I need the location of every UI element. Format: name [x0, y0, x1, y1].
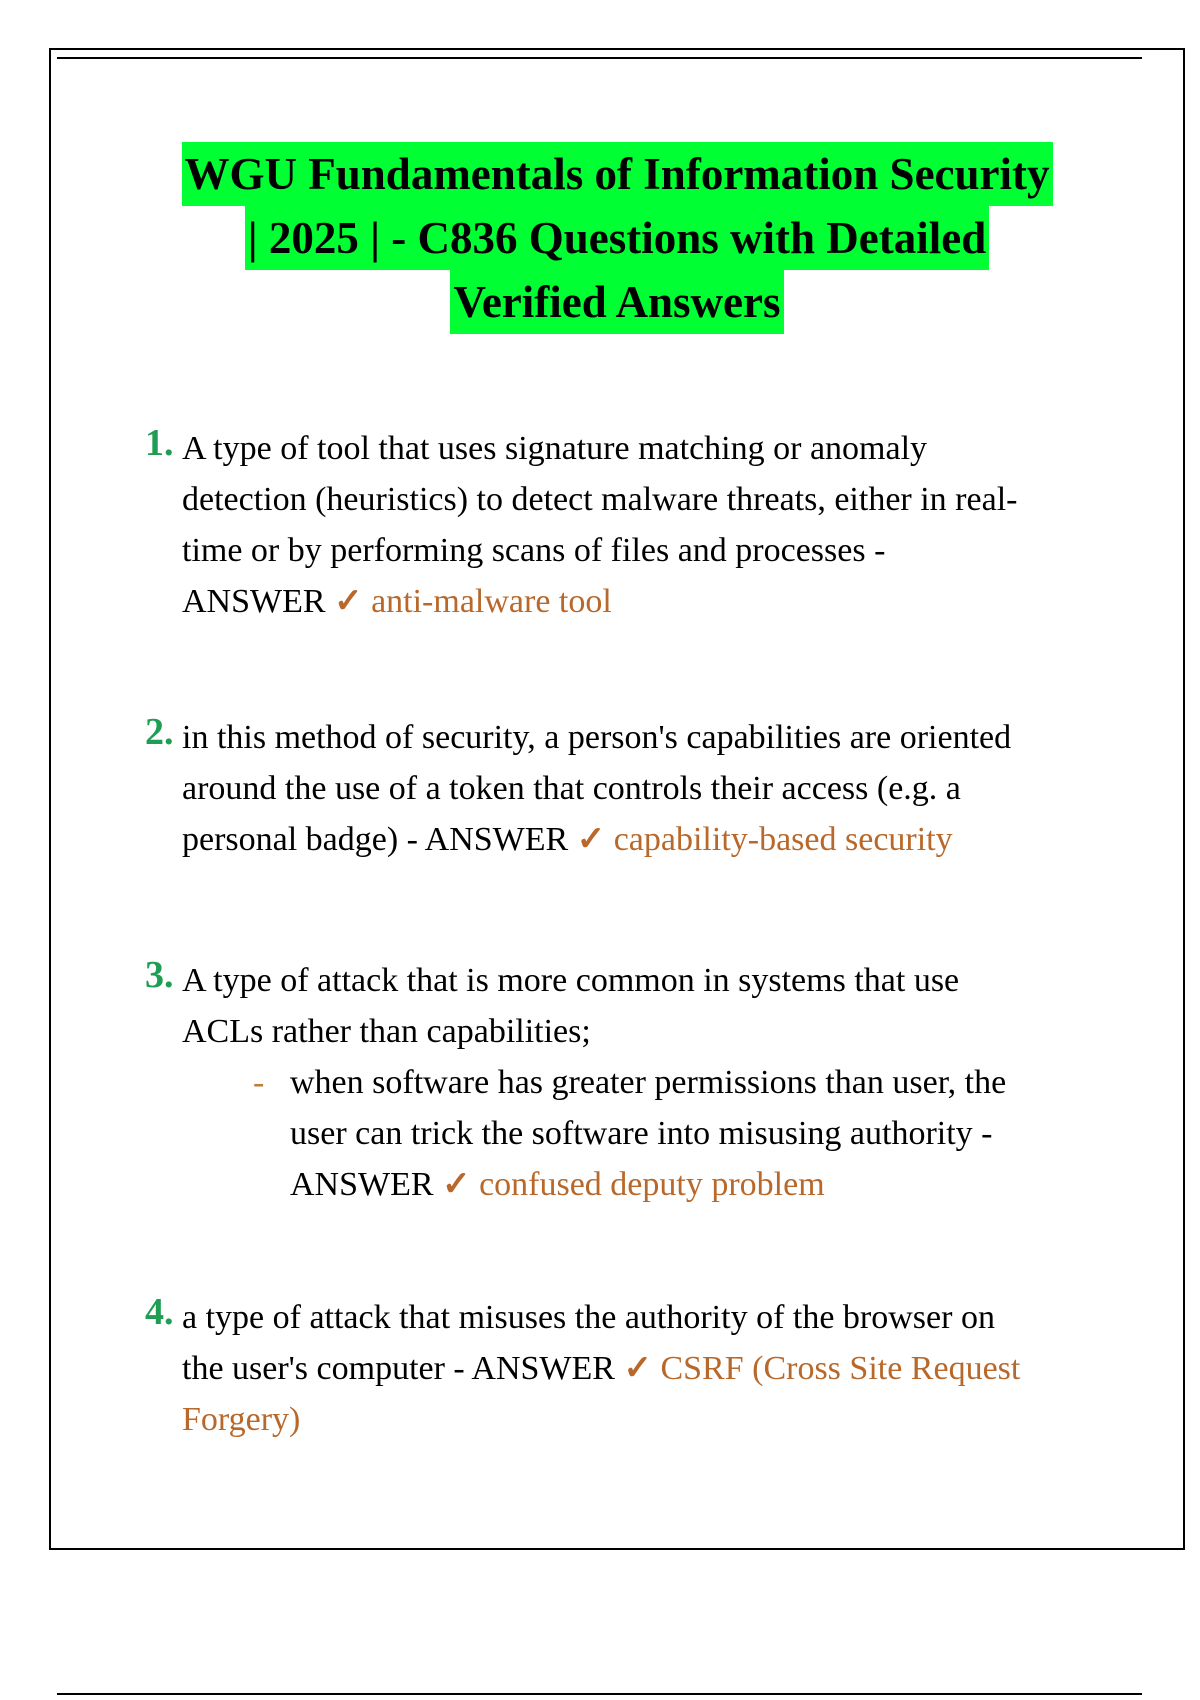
title-line-2: | 2025 | - C836 Questions with Detailed [245, 206, 990, 270]
sub-bullet-line: user can trick the software into misusing authority - [290, 1115, 993, 1152]
answer-line [290, 1159, 1090, 1210]
answer-line [182, 576, 1087, 627]
title-line-1: WGU Fundamentals of Information Security [182, 142, 1053, 206]
document-title [100, 142, 1134, 334]
question-line: around the use of a token that controls their access (e.g. a [182, 770, 961, 807]
answer-line [182, 814, 1087, 865]
question-text [182, 1292, 1087, 1445]
answer-text: Forgery) [182, 1401, 301, 1438]
answer-text: CSRF (Cross Site Request [660, 1350, 1021, 1387]
answer-text: anti-malware tool [371, 583, 612, 620]
answer-lead: personal badge) - [182, 821, 425, 858]
checkmark-icon: ✓ [334, 583, 363, 620]
question-text [182, 955, 1087, 1057]
question-number: 4. [145, 1291, 174, 1333]
question-line: detection (heuristics) to detect malware threats, either in real- [182, 481, 1018, 518]
question-number: 3. [145, 954, 174, 996]
answer-continuation [182, 1394, 1087, 1445]
question-number: 1. [145, 422, 174, 464]
answer-label: ANSWER [290, 1166, 434, 1203]
question-line: A type of attack that is more common in systems that use [182, 962, 960, 999]
sub-bullet-dash: - [253, 1064, 265, 1101]
sub-bullet-text [290, 1057, 1090, 1210]
question-number: 2. [145, 711, 174, 753]
answer-text: capability-based security [613, 821, 953, 858]
answer-text: confused deputy problem [479, 1166, 825, 1203]
checkmark-icon: ✓ [623, 1350, 652, 1387]
top-rule [57, 57, 1142, 59]
question-line: in this method of security, a person's capabilities are oriented [182, 719, 1012, 756]
question-line: A type of tool that uses signature matching or anomaly [182, 430, 928, 467]
question-line: a type of attack that misuses the authority of the browser on [182, 1299, 995, 1336]
sub-bullet-line: when software has greater permissions than user, the [290, 1064, 1007, 1101]
checkmark-icon: ✓ [442, 1166, 471, 1203]
question-text [182, 712, 1087, 865]
checkmark-icon: ✓ [576, 821, 606, 858]
question-line: time or by performing scans of files and processes - [182, 532, 886, 569]
bottom-rule [57, 1693, 1142, 1695]
answer-label: ANSWER [182, 583, 326, 620]
question-text [182, 423, 1087, 627]
answer-lead: the user's computer - [182, 1350, 472, 1387]
answer-line [182, 1343, 1087, 1394]
answer-label: ANSWER [471, 1350, 615, 1387]
answer-label: ANSWER [424, 821, 569, 858]
question-line: ACLs rather than capabilities; [182, 1013, 591, 1050]
title-line-3: Verified Answers [450, 270, 783, 334]
